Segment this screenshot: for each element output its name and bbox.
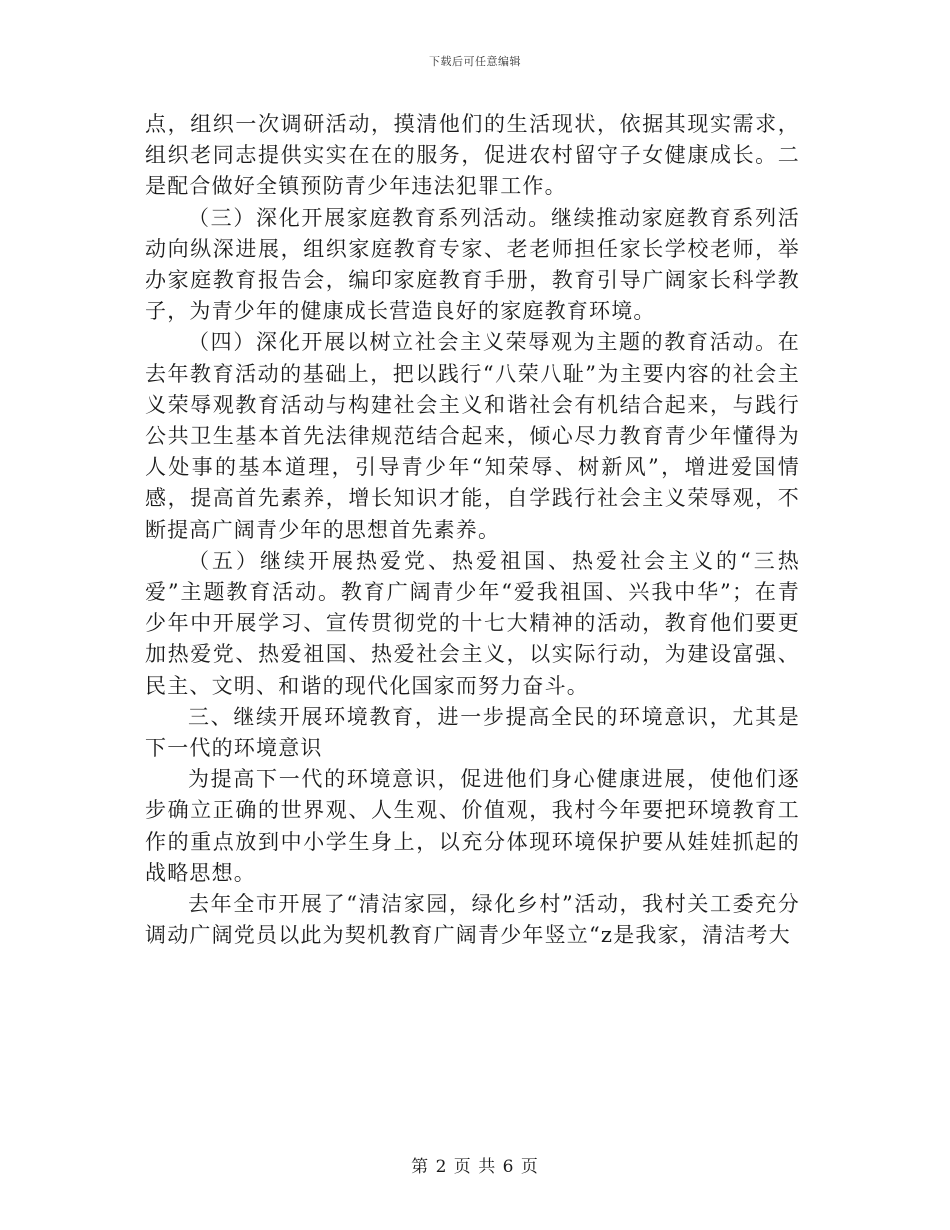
- paragraph-1: 点，组织一次调研活动，摸清他们的生活现状，依据其现实需求，组织老同志提供实实在在的服务，促进农村留守子女健康成长。二是配合做好全镇预防青少年违法犯罪工作。: [145, 112, 800, 199]
- section-heading-3: 三、继续开展环境教育，进一步提高全民的环境意识，尤其是下一代的环境意识: [145, 704, 800, 761]
- paragraph-6: 去年全市开展了“清洁家园，绿化乡村”活动，我村关工委充分调动广阔党员以此为契机教育广阔青少年竖立“z是我家，清洁考大: [145, 892, 800, 948]
- paragraph-2: （三）深化开展家庭教育系列活动。继续推动家庭教育系列活动向纵深进展，组织家庭教育专家、老老师担任家长学校老师，举办家庭教育报告会，编印家庭教育手册，教育引导广阔家长科学教子，为青少年的健康成长营造良好的家庭教育环境。: [145, 205, 800, 324]
- paragraph-5: 为提高下一代的环境意识，促进他们身心健康进展，使他们逐步确立正确的世界观、人生观、价值观，我村今年要把环境教育工作的重点放到中小学生身上，以充分体现环境保护要从娃娃抓起的战略思想。: [145, 767, 800, 885]
- page-header: 下载后可任意编辑: [429, 55, 521, 68]
- page-footer: 第 2 页 共 6 页: [411, 1157, 539, 1177]
- paragraph-3: （四）深化开展以树立社会主义荣辱观为主题的教育活动。在去年教育活动的基础上，把以践行“八荣八耻”为主要内容的社会主义荣辱观教育活动与构建社会主义和谐社会有机结合起来，与践行公共卫生基本首先法律规范结合起来，倾心尽力教育青少年懂得为人处事的基本道理，引导青少年“知荣辱、树新风”，增进爱国情感，提高首先素养，增长知识才能，自学践行社会主义荣辱观，不断提高广阔青少年的思想首先素养。: [145, 330, 800, 542]
- paragraph-4: （五）继续开展热爱党、热爱祖国、热爱社会主义的“三热爱”主题教育活动。教育广阔青少年“爱我祖国、兴我中华”；在青少年中开展学习、宣传贯彻党的十七大精神的活动，教育他们要更加热爱党、热爱祖国、热爱社会主义，以实际行动，为建设富强、民主、文明、和谐的现代化国家而努力奋斗。: [145, 548, 800, 698]
- document-body: [145, 109, 800, 951]
